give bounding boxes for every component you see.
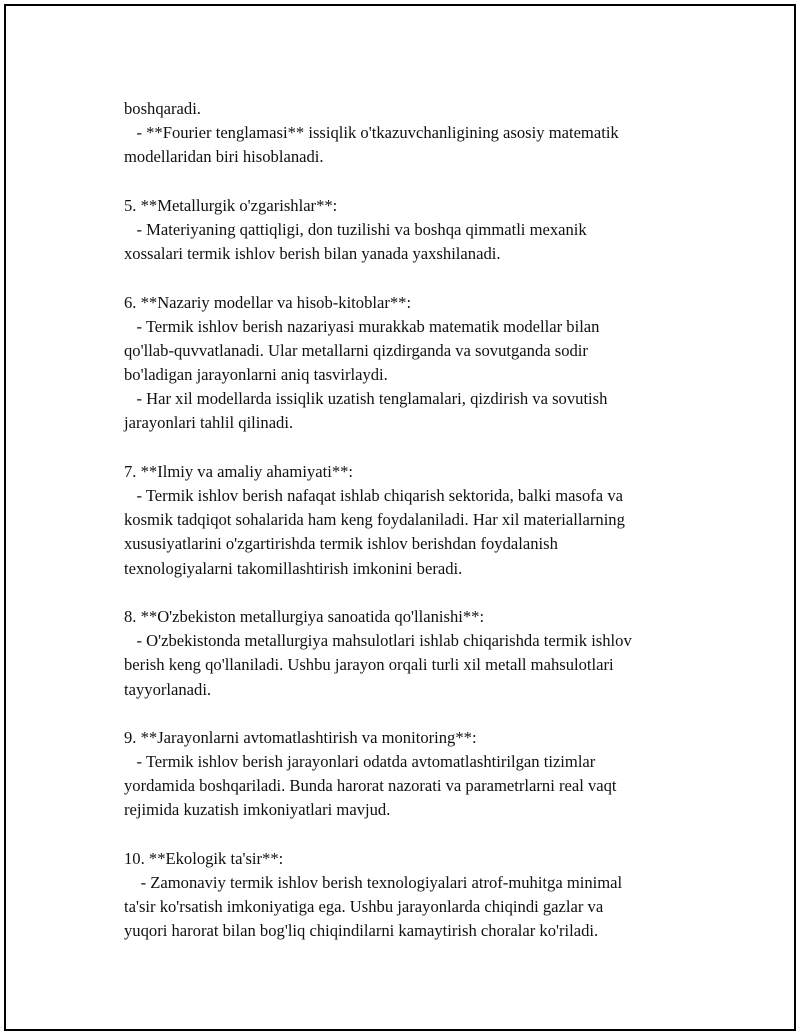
text-line: kosmik tadqiqot sohalarida ham keng foydalaniladi. Har xil materiallarning: [124, 510, 625, 530]
section-heading: 5. **Metallurgik o'zgarishlar**:: [124, 195, 338, 215]
paragraph-gap: [124, 581, 704, 605]
text-line: yuqori harorat bilan bog'liq chiqindilarni kamaytirish choralar ko'riladi.: [124, 921, 599, 941]
text-line: yordamida boshqariladi. Bunda harorat nazorati va parametrlarni real vaqt: [124, 776, 617, 796]
paragraph-gap: [124, 170, 704, 194]
text-line: - Termik ishlov berish nafaqat ishlab chiqarish sektorida, balki masofa va: [124, 486, 623, 505]
paragraph-gap: [124, 702, 704, 726]
section-heading: 9. **Jarayonlarni avtomatlashtirish va monitoring**:: [124, 727, 477, 747]
text-line: modellaridan biri hisoblanadi.: [124, 147, 324, 167]
text-line: - Materiyaning qattiqligi, don tuzilishi va boshqa qimmatli mexanik: [124, 219, 587, 239]
text-line: qo'llab-quvvatlanadi. Ular metallarni qizdirganda va sovutganda sodir: [124, 340, 588, 360]
text-line: rejimida kuzatish imkoniyatlari mavjud.: [124, 800, 391, 820]
section-uzbekistan-industry: [124, 605, 704, 702]
section-heading: 8. **O'zbekiston metallurgiya sanoatida qo'llanishi**:: [124, 606, 485, 626]
text-line: bo'ladigan jarayonlarni aniq tasvirlaydi.: [124, 365, 388, 385]
section-automation: [124, 726, 704, 823]
section-heading: 7. **Ilmiy va amaliy ahamiyati**:: [124, 461, 354, 481]
text-line: xossalari termik ishlov berish bilan yanada yaxshilanadi.: [124, 244, 501, 264]
paragraph-gap: [124, 823, 704, 847]
paragraph-gap: [124, 266, 704, 290]
section-heading: 6. **Nazariy modellar va hisob-kitoblar**:: [124, 292, 412, 312]
text-line: - Zamonaviy termik ishlov berish texnologiyalari atrof-muhitga minimal: [124, 873, 623, 892]
text-line: - Termik ishlov berish jarayonlari odatda avtomatlashtirilgan tizimlar: [124, 752, 596, 772]
paragraph-gap: [124, 436, 704, 460]
text-line: - O'zbekistonda metallurgiya mahsulotlari ishlab chiqarishda termik ishlov: [124, 631, 632, 651]
section-ecological-impact: [124, 847, 704, 944]
text-line: jarayonlari tahlil qilinadi.: [124, 413, 294, 433]
document-body: [124, 97, 704, 944]
text-line: texnologiyalarni takomillashtirish imkonini beradi.: [124, 558, 463, 578]
text-line: - Termik ishlov berish nazariyasi murakkab matematik modellar bilan: [124, 316, 600, 336]
text-line: boshqaradi.: [124, 99, 201, 118]
text-line: xususiyatlarini o'zgartirishda termik ishlov berishdan foydalanish: [124, 534, 558, 554]
text-line: ta'sir ko'rsatish imkoniyatiga ega. Ushbu jarayonlarda chiqindi gazlar va: [124, 897, 604, 917]
text-line: - **Fourier tenglamasi** issiqlik o'tkazuvchanligining asosiy matematik: [124, 123, 619, 143]
text-line: berish keng qo'llaniladi. Ushbu jarayon orqali turli xil metall mahsulotlari: [124, 655, 614, 675]
section-theoretical-models: [124, 291, 704, 436]
paragraph-block: [124, 97, 704, 170]
text-line: tayyorlanadi.: [124, 679, 212, 699]
text-line: - Har xil modellarda issiqlik uzatish tenglamalari, qizdirish va sovutish: [124, 389, 608, 409]
section-scientific-importance: [124, 460, 704, 581]
page-border: [4, 4, 796, 1031]
section-metallurgical-changes: [124, 194, 704, 267]
section-heading: 10. **Ekologik ta'sir**:: [124, 848, 284, 868]
